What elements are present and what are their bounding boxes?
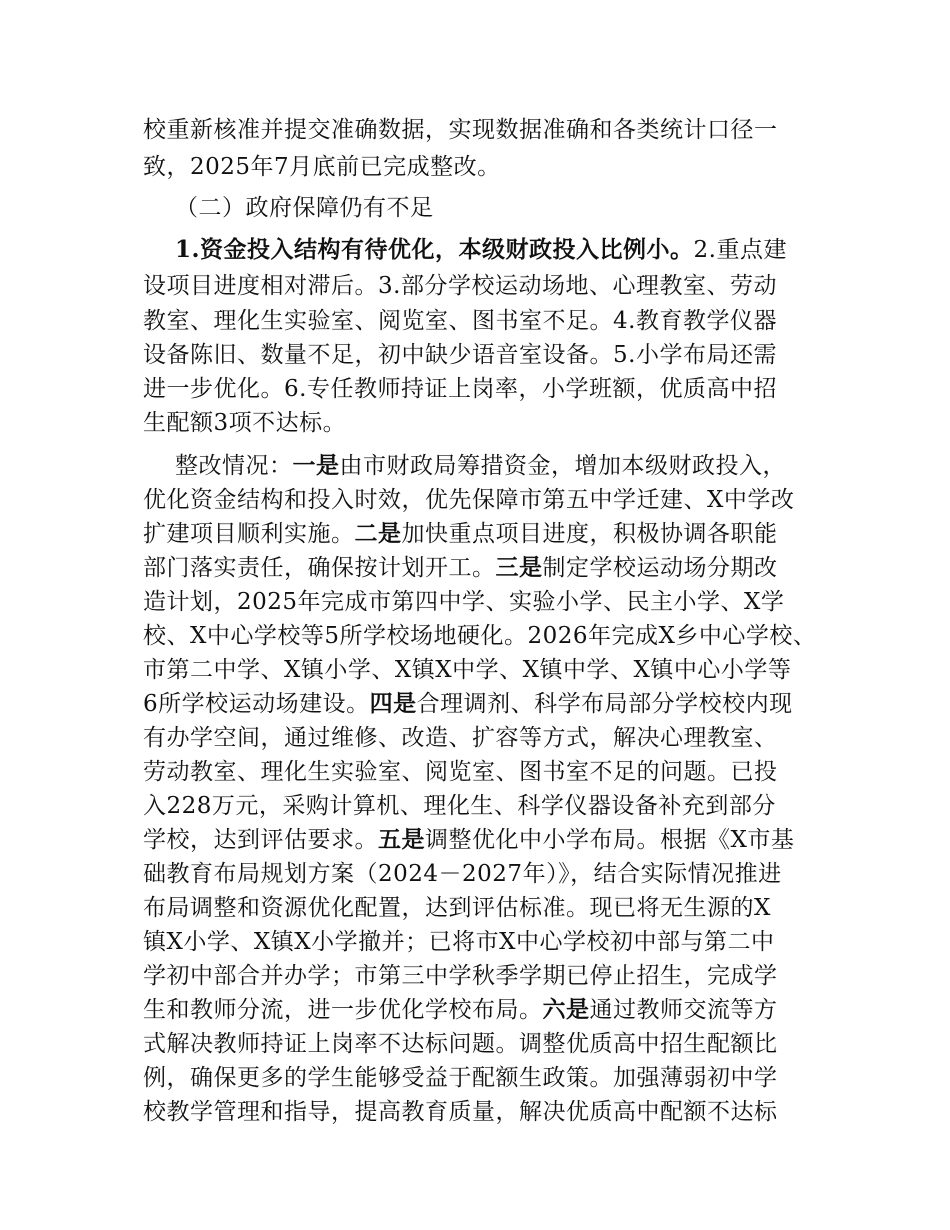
text-run: 设项目进度相对滞后。3.部分学校运动场地、心理教室、劳动	[143, 273, 777, 299]
text-line	[143, 1060, 778, 1096]
bold-text-run: 四是	[369, 690, 417, 717]
text-run: 校重新核准并提交准确数据，实现数据准确和各类统计口径一	[143, 117, 778, 143]
text-run: 入228万元，采购计算机、理化生、科学仪器设备补充到部分	[143, 793, 776, 819]
text-run: 础教育布局规划方案（2024－2027年）》，结合实际情况推进	[143, 861, 782, 887]
text-run: 学初中部合并办学；市第三中学秋季学期已停止招生，完成学	[143, 963, 778, 989]
text-line	[143, 303, 777, 339]
text-run: 部门落实责任，确保按计划开工。	[143, 555, 496, 581]
text-run: 合理调剂、科学布局部分学校校内现	[416, 691, 793, 717]
text-run: 2.重点建	[693, 237, 787, 263]
text-run: 致，2025年7月底前已完成整改。	[143, 154, 501, 180]
text-line	[143, 720, 778, 756]
text-run: （二）政府保障仍有不足	[175, 195, 434, 221]
text-line	[143, 652, 791, 688]
bold-text-run: 五是	[378, 826, 425, 853]
text-run: 优化资金结构和投入时效，优先保障市第五中学迁建、X中学改	[143, 487, 795, 513]
text-line	[143, 958, 778, 994]
text-line	[143, 1026, 778, 1062]
text-run: 进一步优化。6.专任教师持证上岗率，小学班额，优质高中招	[143, 376, 777, 402]
text-line	[143, 482, 794, 518]
text-line	[143, 112, 778, 148]
bold-text-run: 二是	[354, 520, 402, 547]
text-line	[175, 232, 787, 268]
text-line	[143, 992, 778, 1028]
text-run: 有办学空间，通过维修、改造、扩容等方式，解决心理教室、	[143, 725, 778, 751]
text-line	[143, 924, 775, 960]
text-line	[143, 268, 777, 304]
text-run: 教室、理化生实验室、阅览室、图书室不足。4.教育教学仪器	[143, 308, 777, 334]
text-line	[175, 448, 786, 484]
section-heading	[175, 190, 434, 226]
text-run: 通过教师交流等方	[589, 997, 778, 1023]
text-line	[143, 405, 346, 441]
text-line	[143, 337, 777, 373]
text-line	[143, 550, 778, 586]
text-run: 加快重点项目进度，积极协调各职能	[401, 521, 778, 547]
text-line	[143, 686, 793, 722]
text-line	[143, 754, 778, 790]
text-run: 学校，达到评估要求。	[143, 827, 378, 853]
text-run: 生和教师分流，进一步优化学校布局。	[143, 997, 543, 1023]
text-line	[143, 890, 771, 926]
text-run: 生配额3项不达标。	[143, 410, 347, 436]
text-line	[143, 149, 501, 185]
text-run: 调整优化中小学布局。根据《X市基	[425, 827, 795, 853]
text-run: 校、X中心学校等5所学校场地硬化。2026年完成X乡中心学校、	[143, 623, 817, 649]
text-run: 例，确保更多的学生能够受益于配额生政策。加强薄弱初中学	[143, 1065, 778, 1091]
text-line	[143, 584, 784, 620]
bold-text-run: 六是	[542, 996, 590, 1023]
text-line	[143, 371, 777, 407]
bold-text-run: 一是	[292, 452, 340, 479]
text-run: 市第二中学、X镇小学、X镇X中学、X镇中学、X镇中心小学等	[143, 657, 792, 683]
text-run: 设备陈旧、数量不足，初中缺少语音室设备。5.小学布局还需	[143, 342, 777, 368]
text-run: 式解决教师持证上岗率不达标问题。调整优质高中招生配额比	[143, 1031, 778, 1057]
text-run: 校教学管理和指导，提高教育质量，解决优质高中配额不达标	[143, 1099, 778, 1125]
text-run: 劳动教室、理化生实验室、阅览室、图书室不足的问题。已投	[143, 759, 778, 785]
text-line	[143, 856, 782, 892]
text-run: 造计划，2025年完成市第四中学、实验小学、民主小学、X学	[143, 589, 785, 615]
text-run: 扩建项目顺利实施。	[143, 521, 355, 547]
text-run: 由市财政局筹措资金，增加本级财政投入，	[339, 453, 786, 479]
text-run: 布局调整和资源优化配置，达到评估标准。现已将无生源的X	[143, 895, 771, 921]
text-line	[143, 822, 794, 858]
text-run: 整改情况：	[175, 453, 293, 479]
text-line	[143, 516, 778, 552]
text-line	[143, 1094, 778, 1130]
text-run: 6所学校运动场建设。	[143, 691, 370, 717]
text-run: 镇X小学、X镇X小学撤并；已将市X中心学校初中部与第二中	[143, 929, 775, 955]
bold-text-run: 1.资金投入结构有待优化，本级财政投入比例小。	[175, 236, 694, 263]
text-line	[143, 788, 776, 824]
text-run: 制定学校运动场分期改	[542, 555, 778, 581]
text-line	[143, 618, 816, 654]
bold-text-run: 三是	[495, 554, 543, 581]
